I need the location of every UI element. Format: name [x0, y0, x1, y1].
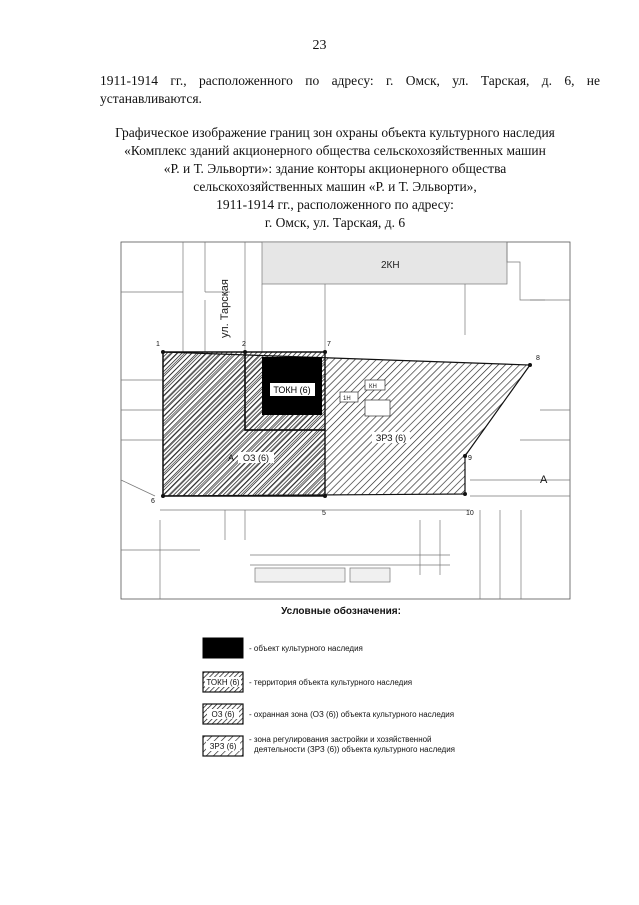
intro-line-1: 1911-1914 гг., расположенного по адресу: г. Омск, ул. Тарская, д. 6, не: [100, 73, 600, 88]
title-line: сельскохозяйственных машин «Р. и Т. Эльворти»,: [193, 179, 477, 194]
legend-swatch-object: [203, 638, 243, 658]
legend-heading: Условные обозначения:: [281, 606, 401, 617]
small-label: КН: [369, 384, 377, 390]
point-label: 7: [327, 341, 331, 348]
point-label: 2: [242, 341, 246, 348]
building-label: 2КН: [381, 260, 400, 271]
title-line: г. Омск, ул. Тарская, д. 6: [264, 215, 406, 230]
tokn-label: ТОКН (6): [273, 385, 311, 395]
point-label: 6: [151, 498, 155, 505]
legend-text: деятельности (ЗРЗ (6)) объекта культурного наследия: [254, 745, 455, 754]
section-marker: A: [228, 453, 235, 463]
title-line: Графическое изображение границ зон охраны объекта культурного наследия: [115, 125, 555, 140]
zrz-label: ЗРЗ (6): [375, 433, 407, 443]
small-label: 1Н: [343, 396, 351, 402]
oz-label: ОЗ (6): [243, 453, 269, 463]
point-label: 8: [536, 355, 540, 362]
page-number: 23: [312, 38, 327, 53]
title-line: 1911-1914 гг., расположенного по адресу:: [216, 197, 454, 212]
title-line: «Р. и Т. Эльворти»: здание конторы акционерного общества: [163, 161, 507, 176]
legend-swatch-label: ОЗ (6): [211, 710, 235, 719]
point-label: 9: [468, 455, 472, 462]
legend-text: - охранная зона (ОЗ (6)) объекта культурного наследия: [249, 710, 455, 719]
street-label: ул. Тарская: [219, 279, 231, 338]
point-label: 10: [466, 510, 474, 517]
section-marker: A: [540, 474, 548, 486]
legend-text: - территория объекта культурного наследия: [249, 678, 413, 687]
legend-text: - объект культурного наследия: [249, 644, 363, 653]
legend-swatch-label: ТОКН (6): [206, 678, 240, 687]
point-label: 5: [322, 510, 326, 517]
intro-line-2: устанавливаются.: [100, 91, 202, 106]
legend-swatch-label: ЗРЗ (6): [209, 742, 237, 751]
title-line: «Комплекс зданий акционерного общества сельскохозяйственных машин: [124, 143, 546, 158]
point-label: 1: [156, 341, 160, 348]
legend-text: - зона регулирования застройки и хозяйственной: [249, 735, 432, 744]
